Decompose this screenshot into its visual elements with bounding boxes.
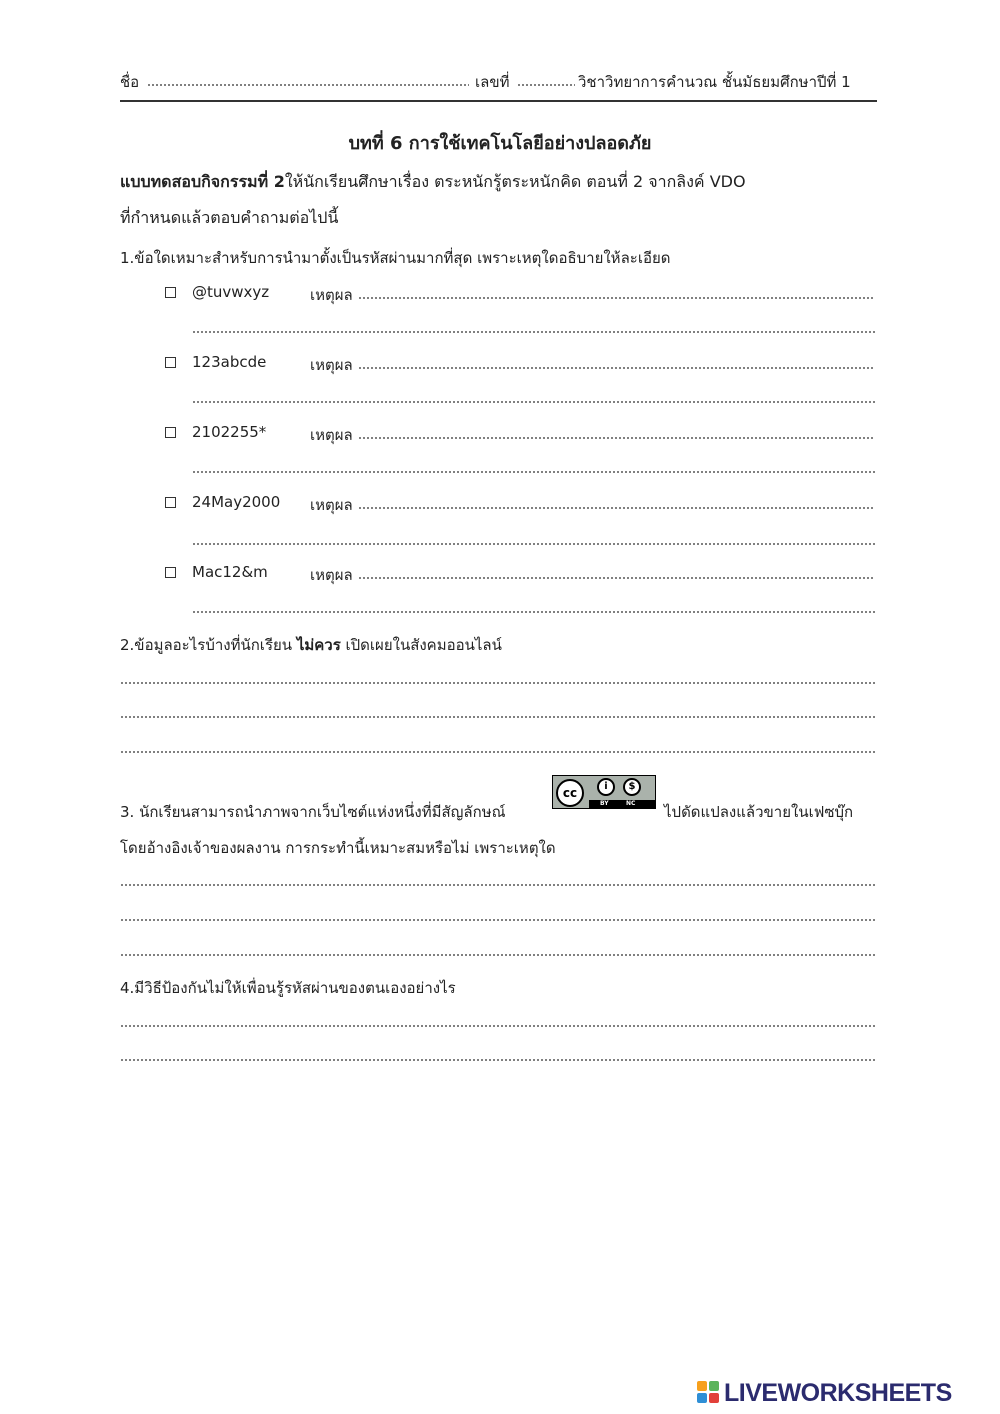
checkbox-option-1[interactable]	[165, 287, 176, 298]
instructions-line2: ที่กำหนดแล้วตอบคำถามต่อไปนี้	[120, 208, 339, 227]
reason-label: เหตุผล	[310, 356, 353, 374]
question-2-prefix: 2.ข้อมูลอะไรบ้างที่นักเรียน	[120, 636, 297, 654]
answer-3-line-2[interactable]	[120, 919, 877, 921]
nc-icon: $	[623, 778, 641, 796]
question-1: 1.ข้อใดเหมาะสำหรับการนำมาตั้งเป็นรหัสผ่านมากที่สุด เพราะเหตุใดอธิบายให้ละเอียด	[120, 249, 671, 267]
subject-label: วิชาวิทยาการคำนวณ ชั้นมัธยมศึกษาปีที่ 1	[578, 73, 851, 91]
question-2	[120, 633, 502, 657]
question-3-line2: โดยอ้างอิงเจ้าของผลงาน การกระทำนี้เหมาะสมหรือไม่ เพราะเหตุใด	[120, 839, 556, 857]
reason-blank[interactable]	[358, 437, 875, 439]
cc-badge-label-strip	[589, 800, 655, 808]
question-3-line1-start: 3. นักเรียนสามารถนำภาพจากเว็บไซต์แห่งหนึ่งที่มีสัญลักษณ์	[120, 803, 506, 821]
by-icon: i	[597, 778, 615, 796]
checkbox-option-4[interactable]	[165, 497, 176, 508]
page-title: บทที่ 6 การใช้เทคโนโลยีอย่างปลอดภัย	[348, 133, 652, 154]
option-label: Mac12&m	[192, 563, 268, 581]
reason-label: เหตุผล	[310, 426, 353, 444]
reason-blank-line2[interactable]	[192, 331, 875, 333]
answer-2-line-1[interactable]	[120, 682, 877, 684]
instructions-line1	[120, 170, 746, 195]
checkbox-option-2[interactable]	[165, 357, 176, 368]
question-3-line1-end: ไปดัดแปลงแล้วขายในเฟซบุ๊ก	[664, 803, 854, 821]
name-label: ชื่อ	[120, 73, 140, 91]
question-2-emphasis: ไม่ควร	[296, 636, 341, 654]
reason-blank-line2[interactable]	[192, 611, 875, 613]
reason-label: เหตุผล	[310, 286, 353, 304]
answer-3-line-3[interactable]	[120, 954, 877, 956]
reason-blank[interactable]	[358, 367, 875, 369]
number-blank[interactable]	[517, 84, 575, 86]
reason-blank-line2[interactable]	[192, 471, 875, 473]
liveworksheets-wordmark: LIVEWORKSHEETS	[724, 1379, 952, 1407]
reason-label: เหตุผล	[310, 496, 353, 514]
instructions-text: ให้นักเรียนศึกษาเรื่อง ตระหนักรู้ตระหนักคิด ตอนที่ 2 จากลิงค์ VDO	[284, 172, 746, 191]
reason-blank-line2[interactable]	[192, 401, 875, 403]
checkbox-option-3[interactable]	[165, 427, 176, 438]
option-label: @tuvwxyz	[192, 283, 270, 301]
option-label: 24May2000	[192, 493, 281, 511]
cc-by-nc-license-badge	[552, 775, 656, 809]
number-label: เลขที่	[475, 73, 510, 91]
option-label: 123abcde	[192, 353, 267, 371]
reason-label: เหตุผล	[310, 566, 353, 584]
instructions-bold-label: แบบทดสอบกิจกรรมที่ 2	[120, 172, 285, 191]
answer-2-line-2[interactable]	[120, 716, 877, 718]
question-4: 4.มีวิธีป้องกันไม่ให้เพื่อนรู้รหัสผ่านของตนเองอย่างไร	[120, 979, 456, 997]
option-label: 2102255*	[192, 423, 267, 441]
reason-blank[interactable]	[358, 507, 875, 509]
reason-blank[interactable]	[358, 577, 875, 579]
reason-blank[interactable]	[358, 297, 875, 299]
liveworksheets-logo-icon	[697, 1381, 721, 1405]
nc-label: NC	[626, 800, 636, 807]
name-blank[interactable]	[147, 84, 469, 86]
reason-blank-line2[interactable]	[192, 543, 875, 545]
question-2-suffix: เปิดเผยในสังคมออนไลน์	[340, 636, 502, 654]
answer-2-line-3[interactable]	[120, 751, 877, 753]
cc-icon: cc	[556, 779, 584, 807]
answer-3-line-1[interactable]	[120, 884, 877, 886]
answer-4-line-2[interactable]	[120, 1059, 877, 1061]
header-divider	[120, 100, 877, 102]
by-label: BY	[600, 800, 609, 807]
answer-4-line-1[interactable]	[120, 1025, 877, 1027]
checkbox-option-5[interactable]	[165, 567, 176, 578]
